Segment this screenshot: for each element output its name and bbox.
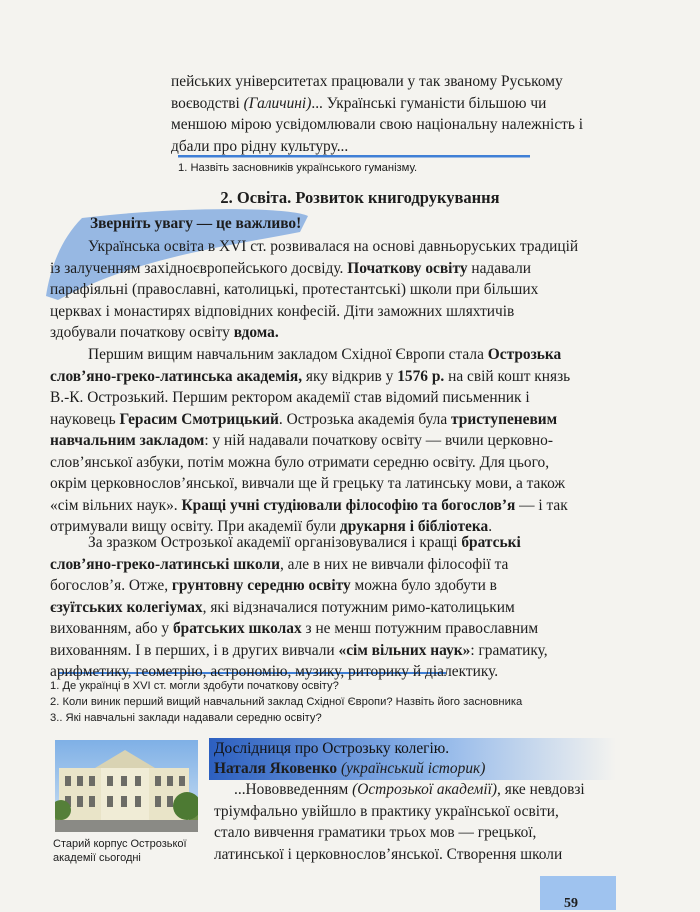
question-3: 3.. Які навчальні заклади надавали середню освіту?	[50, 712, 322, 724]
question-1: 1. Де українці в XVI ст. могли здобути початкову освіту?	[50, 680, 339, 692]
p2-academy-name: слов’яно-греко-латинська академія,	[50, 367, 303, 385]
p3-line-3a: богослов’я. Отже,	[50, 577, 172, 594]
p3-line-7a: арифметику, геометрію, астрономію, музику, риторику	[50, 663, 410, 680]
top-line-1: пейських університетах працювали у так званому Руському	[171, 73, 563, 90]
p3-brotherhood-schools: слов’яно-греко-латинські школи	[50, 555, 280, 573]
photo-caption	[53, 837, 203, 865]
p2-line-4a: науковець	[50, 410, 120, 428]
p3-secondary-education: грунтовну середню освіту	[171, 577, 351, 594]
quote-line-3: стало вивчення граматики трьох мов — грецької,	[214, 824, 537, 841]
p2-line-9c: .	[488, 518, 493, 535]
p1-primary-education: Початкову освіту	[347, 259, 468, 277]
p2-line-6: слов’янської азбуки, потім можна було отримати середню освіту. Для цього,	[50, 453, 550, 471]
paragraph-2	[50, 344, 615, 538]
p3-line-7b: й діалектику.	[409, 663, 499, 680]
p2-three-level: триступеневим	[451, 410, 558, 428]
p3-brotherhood-schools-2: братських школах	[172, 620, 302, 637]
quote-line-4: латинської і церковнослов’янської. Створення школи	[214, 845, 563, 863]
top-line-3: меншою мірою усвідомлювали свою національну належність і	[171, 116, 584, 133]
p3-line-1a: За зразком Острозької академії організовувалися і кращі	[88, 534, 462, 551]
questions-block	[50, 679, 650, 725]
p2-line-9a: отримували вищу освіту. При академії були	[50, 518, 340, 535]
top-line-2a: воєводстві	[171, 94, 244, 112]
quote-author-line	[214, 759, 616, 779]
p2-line-5b: : у ній надавали початкову освіту — вчили церковно-	[204, 432, 553, 449]
p3-line-6a: вихованням. І в перших, і в других вивчали	[50, 641, 339, 659]
p3-line-6c: : граматику,	[470, 641, 548, 659]
question-top: 1. Назвіть засновників українського гуманізму.	[178, 162, 418, 174]
top-line-2b: (Галичині)	[243, 94, 312, 112]
academy-building-photo	[55, 740, 198, 832]
paragraph-1	[50, 236, 615, 344]
p2-line-1a: Першим вищим навчальним закладом Східної Європи стала	[88, 346, 488, 363]
p2-year: 1576 р.	[397, 367, 445, 385]
p1-line-5a: здобували початкову освіту	[50, 324, 234, 341]
p3-line-4b: , які відзначалися потужним римо-католицьким	[202, 598, 515, 616]
p2-best-students: Кращі учні студіювали філософію та богослов’я	[181, 496, 516, 514]
top-paragraph	[171, 71, 616, 157]
p3-line-5c: з не менш потужним православним	[301, 620, 539, 637]
quote-title: Дослідниця про Острозьку колегію.	[214, 740, 450, 757]
p3-brotherhood: братські	[461, 534, 521, 551]
paragraph-3	[50, 532, 615, 683]
quote-line-2: тріумфально увійшло в практику української освіти,	[214, 802, 559, 820]
photo-caption-line-1: Старий корпус Острозької	[53, 838, 187, 850]
quote-line-1b: (Острозької академії)	[352, 781, 498, 798]
p2-line-4c: . Острозька академія була	[278, 410, 452, 428]
p3-line-3c: можна було здобути в	[350, 577, 497, 594]
p2-line-2b: яку відкрив у	[302, 367, 398, 385]
quote-line-1c: , яке невдовзі	[497, 781, 585, 798]
p2-line-8d: — і так	[515, 496, 568, 514]
p3-seven-sciences: «сім вільних наук»	[338, 641, 471, 659]
p2-seven-sciences: «сім вільних наук».	[50, 496, 178, 514]
p3-jesuit-collegiums: єзуїтських колегіумах	[50, 598, 203, 616]
p3-line-5a: вихованням, або у	[50, 620, 173, 637]
p3-line-2b: , але в них не вивчали філософії та	[279, 555, 509, 573]
p2-institution: навчальним закладом	[50, 432, 205, 449]
p2-line-7: окрім церковнослов’янської, вивчали ще й грецьку та латинську мови, а також	[50, 475, 566, 492]
page-number-box	[540, 876, 616, 910]
quote-line-1a: ...Нововведенням	[234, 781, 353, 798]
p2-rector: Герасим Смотрицький	[119, 410, 279, 428]
quote-box	[214, 739, 616, 865]
p1-at-home: вдома.	[233, 324, 279, 341]
photo-caption-line-2: академії сьогодні	[53, 852, 141, 864]
p1-line-1: Українська освіта в XVI ст. розвивалася на основі давньоруських традицій	[88, 238, 579, 255]
p1-line-4: церквах і монастирях відповідних конфесій. Діти заможних шляхтичів	[50, 302, 515, 320]
section-title: 2. Освіта. Розвиток книгодрукування	[220, 188, 500, 207]
attention-label: Зверніть увагу — це важливо!	[90, 215, 302, 232]
top-line-4: дбали про рідну культуру...	[171, 137, 349, 155]
page-number: 59	[564, 896, 578, 911]
question-2: 2. Коли виник перший вищий навчальний заклад Східної Європи? Назвіть його засновника	[50, 696, 523, 708]
quote-author-role: (український історик)	[337, 760, 486, 777]
p2-line-2d: на свій кошт князь	[444, 367, 571, 385]
top-line-2c: ... Українські гуманісти більшою чи	[311, 94, 547, 112]
quote-author: Наталя Яковенко	[214, 760, 338, 777]
p2-ostroh: Острозька	[487, 346, 562, 363]
p1-line-3: парафіяльні (православні, католицькі, протестантські) школи при більших	[50, 281, 539, 298]
p2-printing-library: друкарня і бібліотека	[339, 518, 489, 535]
p1-line-2a: із залученням західноєвропейського досвіду.	[50, 259, 348, 277]
p2-line-3: В.-К. Острозький. Першим ректором академії став відомий письменник і	[50, 389, 530, 406]
p1-line-2c: надавали	[467, 259, 532, 277]
